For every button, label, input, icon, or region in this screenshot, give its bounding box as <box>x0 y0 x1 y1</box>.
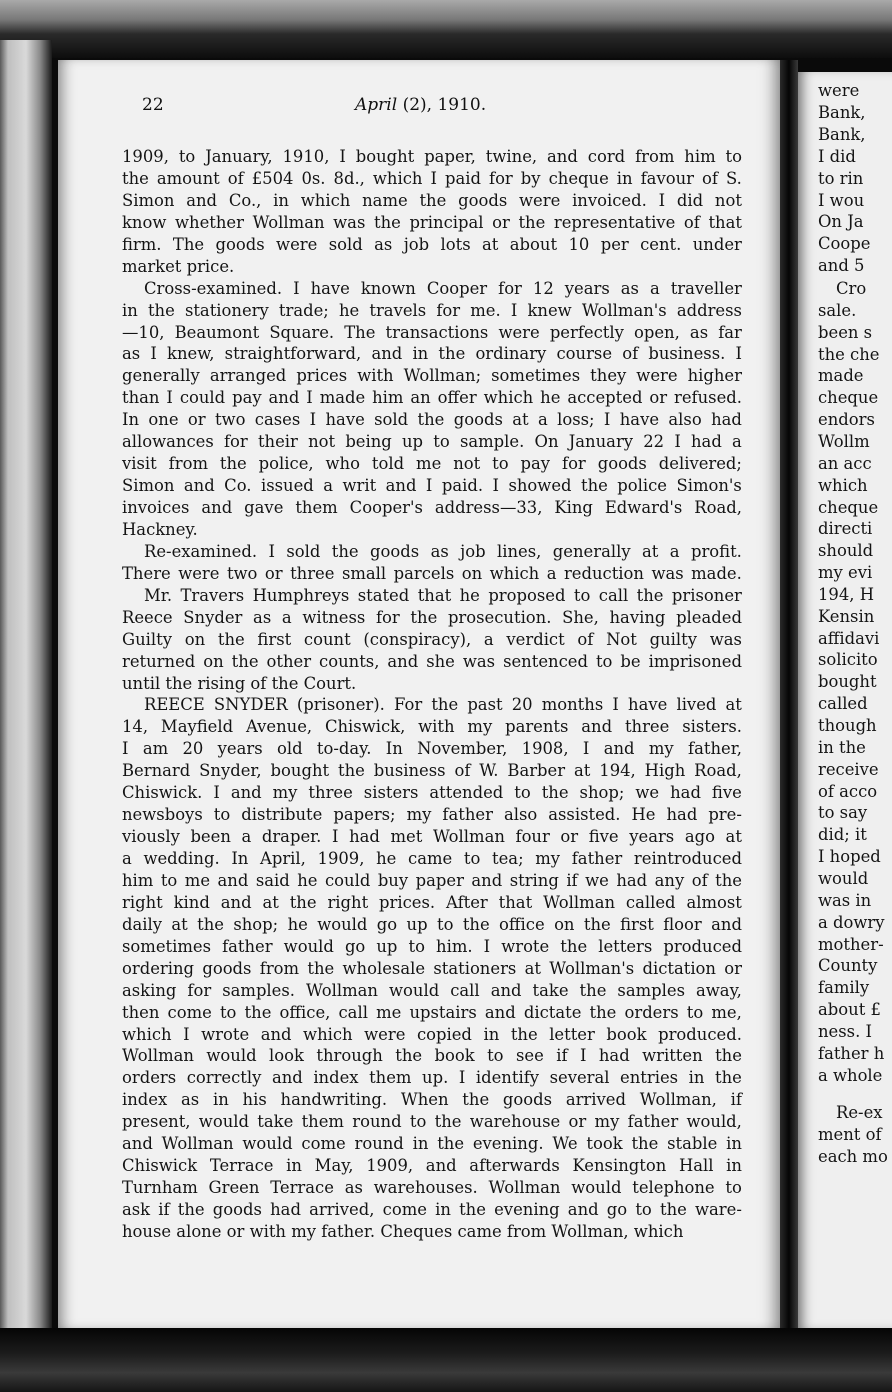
right-page-line: bought <box>818 672 877 692</box>
text-line: Chiswick. I and my three sisters attended to the shop; we had five <box>122 783 742 803</box>
text-line: index as in his handwriting. When the goods arrived Wollman, if <box>122 1090 742 1110</box>
text-line: know whether Wollman was the principal or the representative of that <box>122 212 742 232</box>
text-line: REECE SNYDER (prisoner). For the past 20 months I have lived at <box>144 695 742 715</box>
right-page-line: to say <box>818 803 868 823</box>
right-page-line: was in <box>818 890 872 910</box>
text-line: In one or two cases I have sold the goods at a loss; I have also had <box>122 410 742 430</box>
right-page-line: in the <box>818 737 866 757</box>
right-page-line: should <box>818 541 874 561</box>
text-line: right kind and at the right prices. After that Wollman called almost <box>122 892 742 912</box>
right-page-line: Bank, <box>818 102 866 122</box>
right-page-line: called <box>818 694 868 714</box>
right-page-line: cheque <box>818 388 879 408</box>
right-page-line: my evi <box>818 563 873 583</box>
text-line: ask if the goods had arrived, come in the evening and go to the ware- <box>122 1200 742 1219</box>
right-page-line: endors <box>818 410 875 430</box>
text-line: a wedding. In April, 1909, he came to tea; my father reintroduced <box>122 849 742 868</box>
text-line: Hackney. <box>122 519 198 539</box>
right-page-line: of acco <box>818 781 878 801</box>
text-line: Simon and Co., in which name the goods were invoiced. I did not <box>122 190 742 210</box>
right-page-line: sale. <box>818 300 857 320</box>
text-line: invoices and gave them Cooper's address—33, King Edward's Road, <box>122 498 742 517</box>
text-line: until the rising of the Court. <box>122 673 357 693</box>
right-page-line: father h <box>818 1043 885 1063</box>
right-page-line: did; it <box>818 825 867 845</box>
text-line: Bernard Snyder, bought the business of W. Barber at 194, High Road, <box>122 761 742 781</box>
text-line: generally arranged prices with Wollman; sometimes they were higher <box>122 366 742 386</box>
right-page <box>798 72 892 1328</box>
text-line: in the stationery trade; he travels for me. I knew Wollman's address <box>122 300 742 320</box>
text-line: the amount of £504 0s. 8d., which I paid for by cheque in favour of S. <box>122 168 742 188</box>
scan-bottom-edge <box>0 1328 892 1392</box>
text-line: 1909, to January, 1910, I bought paper, twine, and cord from him to <box>122 147 742 166</box>
right-page-line: about £ <box>818 1000 881 1020</box>
right-page-line: Wollm <box>818 431 870 451</box>
right-page-line: been s <box>818 322 873 342</box>
right-page-line: Cro <box>836 279 867 298</box>
right-page-line: ness. I <box>818 1021 872 1041</box>
text-line: Wollman would look through the book to see if I had written the <box>122 1046 742 1066</box>
text-line: orders correctly and index them up. I identify several entries in the <box>122 1068 742 1088</box>
right-page-line: and 5 <box>818 256 865 276</box>
right-page-line: would <box>818 868 869 888</box>
right-page-line: which <box>818 475 868 495</box>
text-line: visit from the police, who told me not to pay for goods delivered; <box>122 454 742 474</box>
right-page-line: On Ja <box>818 212 864 232</box>
text-line: ordering goods from the wholesale stationers at Wollman's dictation or <box>122 958 742 978</box>
text-line: which I wrote and which were copied in the letter book produced. <box>122 1024 742 1044</box>
right-page-line: Coope <box>818 234 871 254</box>
right-page-line: ment of <box>818 1125 882 1144</box>
text-line: than I could pay and I made him an offer which he accepted or refused. <box>122 388 742 408</box>
text-line: Chiswick Terrace in May, 1909, and afterwards Kensington Hall in <box>122 1156 742 1176</box>
text-line: asking for samples. Wollman would call and take the samples away, <box>122 980 742 1000</box>
text-line: market price. <box>122 256 235 276</box>
running-head-month: April <box>355 95 398 115</box>
text-line: Turnham Green Terrace as warehouses. Wollman would telephone to <box>122 1178 742 1198</box>
text-line: Mr. Travers Humphreys stated that he proposed to call the prisoner <box>144 585 742 605</box>
right-page-line: cheque <box>818 497 879 517</box>
text-line: Guilty on the first count (conspiracy), a verdict of Not guilty was <box>122 629 742 649</box>
text-line: —10, Beaumont Square. The transactions were perfectly open, as far <box>122 322 742 342</box>
right-page-line: I wou <box>818 190 865 210</box>
right-page-line: I did <box>818 146 856 166</box>
scan-top-edge <box>0 0 892 58</box>
text-line: house alone or with my father. Cheques came from Wollman, which <box>122 1221 684 1241</box>
text-line: newsboys to distribute papers; my father also assisted. He had pre- <box>122 805 742 825</box>
right-page-line: mother- <box>818 934 884 954</box>
text-line: present, would take them round to the warehouse or my father would, <box>122 1112 742 1132</box>
right-page-line: County <box>818 956 878 976</box>
text-line: sometimes father would go up to him. I wrote the letters produced <box>122 936 742 956</box>
text-line: 14, Mayfield Avenue, Chiswick, with my parents and three sisters. <box>122 717 742 737</box>
scan-left-edge <box>0 40 52 1360</box>
right-page-line: Re-ex <box>836 1103 883 1122</box>
text-line: I am 20 years old to-day. In November, 1908, I and my father, <box>122 739 742 759</box>
right-page-line: made <box>818 366 864 386</box>
right-page-line: a whole <box>818 1065 883 1085</box>
text-line: Simon and Co. issued a writ and I paid. I showed the police Simon's <box>122 476 742 496</box>
text-line: returned on the other counts, and she was sentenced to be imprisoned <box>122 651 742 671</box>
right-page-line: solicito <box>818 650 878 670</box>
text-line: allowances for their not being up to sample. On January 22 I had a <box>122 432 742 452</box>
page-number: 22 <box>142 95 164 115</box>
right-page-line: receive <box>818 759 879 779</box>
right-page-line: Bank, <box>818 124 866 144</box>
right-page-line: a dowry <box>818 912 885 932</box>
right-page-line: family <box>818 978 870 998</box>
right-page-line: Kensin <box>818 606 875 626</box>
text-line: as I knew, straightforward, and in the ordinary course of business. I <box>122 344 742 364</box>
text-line: Re-examined. I sold the goods as job lines, generally at a profit. <box>144 541 742 561</box>
text-line: and Wollman would come round in the evening. We took the stable in <box>122 1134 742 1154</box>
book-spine <box>780 60 798 1328</box>
text-line: Reece Snyder as a witness for the prosecution. She, having pleaded <box>122 607 742 627</box>
right-page-line: were <box>818 81 860 100</box>
right-page-line: affidavi <box>818 628 880 648</box>
text-line: Cross-examined. I have known Cooper for 12 years as a traveller <box>144 278 742 298</box>
right-page-line: though <box>818 716 877 735</box>
running-head-date: (2), 1910. <box>397 95 487 115</box>
right-page-line: directi <box>818 519 873 539</box>
running-head <box>355 95 486 115</box>
text-line: viously been a draper. I had met Wollman four or five years ago at <box>122 827 742 847</box>
right-page-line: I hoped <box>818 847 881 867</box>
right-page-line: an acc <box>818 453 872 473</box>
right-page-line: each mo <box>818 1147 888 1166</box>
right-page-line: 194, H <box>818 584 874 604</box>
right-page-line: to rin <box>818 168 864 188</box>
text-line: daily at the shop; he would go up to the office on the first floor and <box>122 914 742 934</box>
right-page-line: the che <box>818 344 880 364</box>
text-line: firm. The goods were sold as job lots at about 10 per cent. under <box>122 234 742 254</box>
text-line: him to me and said he could buy paper and string if we had any of the <box>122 870 742 890</box>
text-line: There were two or three small parcels on which a reduction was made. <box>122 563 742 583</box>
text-line: then come to the office, call me upstairs and dictate the orders to me, <box>122 1002 742 1022</box>
body-text <box>122 146 742 1243</box>
